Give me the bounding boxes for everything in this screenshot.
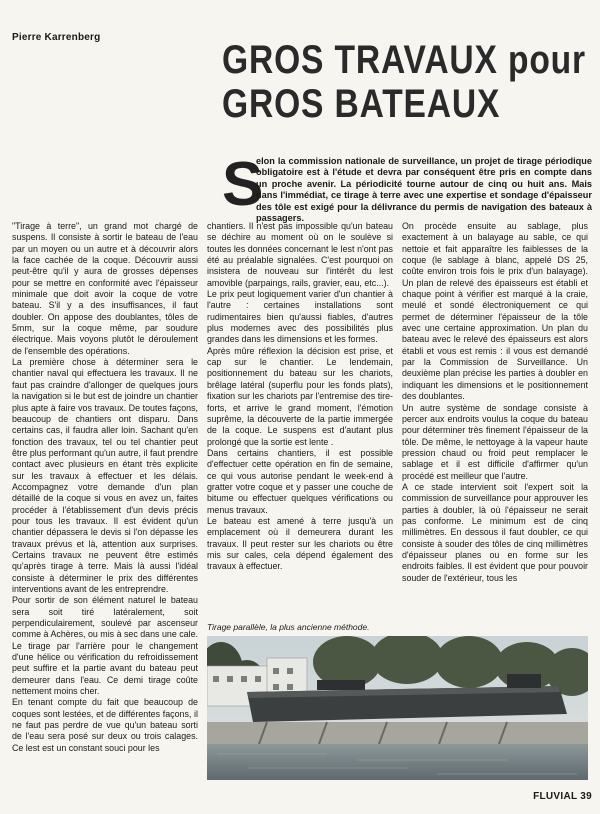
shipyard-photo <box>207 636 588 780</box>
title-line-2: GROS BATEAUX <box>222 82 501 126</box>
paragraph: Dans certains chantiers, il est possible d'effectuer cette opération en fin de semaine, ce qui vous autorise pendant le week-end à gratter votre coque et y passer une couche de bitume ou effectuer quelques vérifications ou menus travaux. <box>207 447 393 515</box>
lead-paragraph: elon la commission nationale de surveillance, un projet de tirage périodique obligatoire est à l'étude et devra par conséquent être pris en compte dans un proche avenir. La périodicité tourne autour de cinq ou huit ans. Mais dans l'immédiat, ce tirage à terre avec une expertise et sondage d'épaisseur des tôle est exigé pour la délivrance du permis de navigation des bateaux à passagers. <box>256 156 592 224</box>
paragraph: chantiers. Il n'est pas impossible qu'un bateau se déchire au moment où on le soulève si toutes les données concernant le lest n'ont pas été au préalable signalées. C'est pourquoi on insistera de nouveau sur l'intérêt du lest amovible (parpaings, rails, gravier, eau, etc...). <box>207 221 393 288</box>
text-column-2 <box>207 221 393 609</box>
page-footer: FLUVIAL 39 <box>533 791 592 802</box>
drop-cap: S <box>222 150 264 219</box>
shipyard-illustration <box>207 636 588 780</box>
paragraph: Le prix peut logiquement varier d'un chantier à l'autre : certaines installations sont rudimentaires bien qu'aussi fiables, d'autres plus modernes avec des possibilités plus grandes dans les dimensions et les formes. <box>207 289 393 345</box>
text-column-1 <box>12 221 198 786</box>
paragraph: En tenant compte du fait que beaucoup de coques sont lestées, et de différentes façons, il ne faut pas perdre de vue qu'un bateau sorti de l'eau sera posé sur deux ou trois calages. Ce lest est un constant souci pour les <box>12 697 198 753</box>
paragraph: Pour sortir de son élément naturel le bateau sera soit tiré latéralement, soit perpendiculairement, soulevé par ascenseur comme à Achères, ou mis à sec dans une cale. <box>12 595 198 640</box>
paragraph: Après mûre réflexion la décision est prise, et cap sur le chantier. Le lendemain, positionnement du bateau sur les chariots, brêlage latéral (superflu pour les fonds plats), fixation sur les chariots par l'entremise des tire-forts, et arrive le grand moment, l'émotion suprême, la découverte de la partie immergée de la coque. Le suspens est d'autant plus prolongé que la sortie est lente . <box>207 345 393 447</box>
paragraph: On procède ensuite au sablage, plus exactement à un balayage au sable, ce qui nettoie et fait apparaître les faiblesses de la coque (le sablage à blanc, appelé DS 25, coûte environ trois fois le prix d'un balayage). Un plan de relevé des épaisseurs est établi et chaque point à vérifier est marqué à la craie, meulé et sondé électroniquement ce qui permet de déterminer l'épaisseur de la tôle avec une certaine approximation. Un plan du bateau avec le relevé des épaisseurs est alors établi et vous est remis : il vous est demandé par la Commission de Surveillance. Un deuxième plan précise les parties à doubler en indiquant les dimensions et le positionnement des doublantes. <box>402 221 588 402</box>
photo-caption: Tirage parallèle, la plus ancienne méthode. <box>207 622 370 632</box>
paragraph: Le bateau est amené à terre jusqu'à un emplacement où il demeurera durant les travaux. Il peut rester sur les chariots ou être mis sur cales, cela dépend également des travaux à effectuer. <box>207 515 393 572</box>
paragraph: Un autre système de sondage consiste à percer aux endroits voulus la coque du bateau pour déterminer très finement l'épaisseur de la tôle. De même, le nettoyage à la vapeur haute pression chaud ou froid peut remplacer le sablage et il est difficile d'affirmer qu'un procédé est meilleur que l'autre. <box>402 402 588 481</box>
text-column-3 <box>402 221 588 609</box>
paragraph: A ce stade intervient soit l'expert soit la commission de surveillance pour approuver les parties à doubler, là où l'épaisseur ne serait pas conforme. Le minimum est de cinq millimètres. En dessous il faut doubler, ce qui consiste à souder des tôles de cinq millimètres d'épaisseur planes ou en forme sur les endroits faibles. Il est évident que pour pouvoir souder de l'extérieur, tous les <box>402 481 588 583</box>
article-title <box>222 38 586 126</box>
paragraph: La première chose à déterminer sera le chantier naval qui effectuera les travaux. Il ne faut pas craindre d'allonger de quelques jours la navigation si le but est de joindre un chantier plus apte à faire vos travaux. De toutes façons, beaucoup de chantiers ont disparu. Dans certains cas, il faudra aller loin. Sachant qu'en fonction des travaux, tel ou tel chantier peut être plus performant qu'un autre, il faut prendre contact avec plusieurs en étant très explicite sur les travaux à effectuer et les délais. Accompagnez votre demande d'un plan détaillé de la coque si vous en avez un, faites procéder à l'établissement d'un devis précis pour tous les travaux. Il est évident qu'un chantier dépassera le devis si l'on dépasse les travaux prévus et là, attention aux surprises. Certains travaux ne peuvent être estimés qu'après tirage à terre. Mais là aussi l'idéal consiste à déterminer le prix des différentes interventions avant de les entreprendre. <box>12 357 198 594</box>
paragraph: "Tirage à terre", un grand mot chargé de suspens. Il consiste à sortir le bateau de l'eau par un moyen ou un autre et à découvrir alors la face cachée de la coque. Découvrir aussi peut-être qu'il y aura de grosses dépenses pour se mettre en conformité avec l'épaisseur minimale que doit avoir la coque de votre bateau. S'il y a des insuffisances, il faut doubler. On appose des doublantes, tôles de 5mm, sur la coque même, par soudure électrique. Mais voyons plutôt le déroulement de l'ensemble des opérations. <box>12 221 198 356</box>
title-line-1: GROS TRAVAUX pour <box>222 38 586 82</box>
author-name: Pierre Karrenberg <box>12 32 101 43</box>
paragraph: Le tirage par l'arrière pour le changement d'une hélice ou vérification du refroidissement peut suffire et la partie avant du bateau peut demeurer dans l'eau. Ce demi tirage coûte nettement moins cher. <box>12 640 198 697</box>
